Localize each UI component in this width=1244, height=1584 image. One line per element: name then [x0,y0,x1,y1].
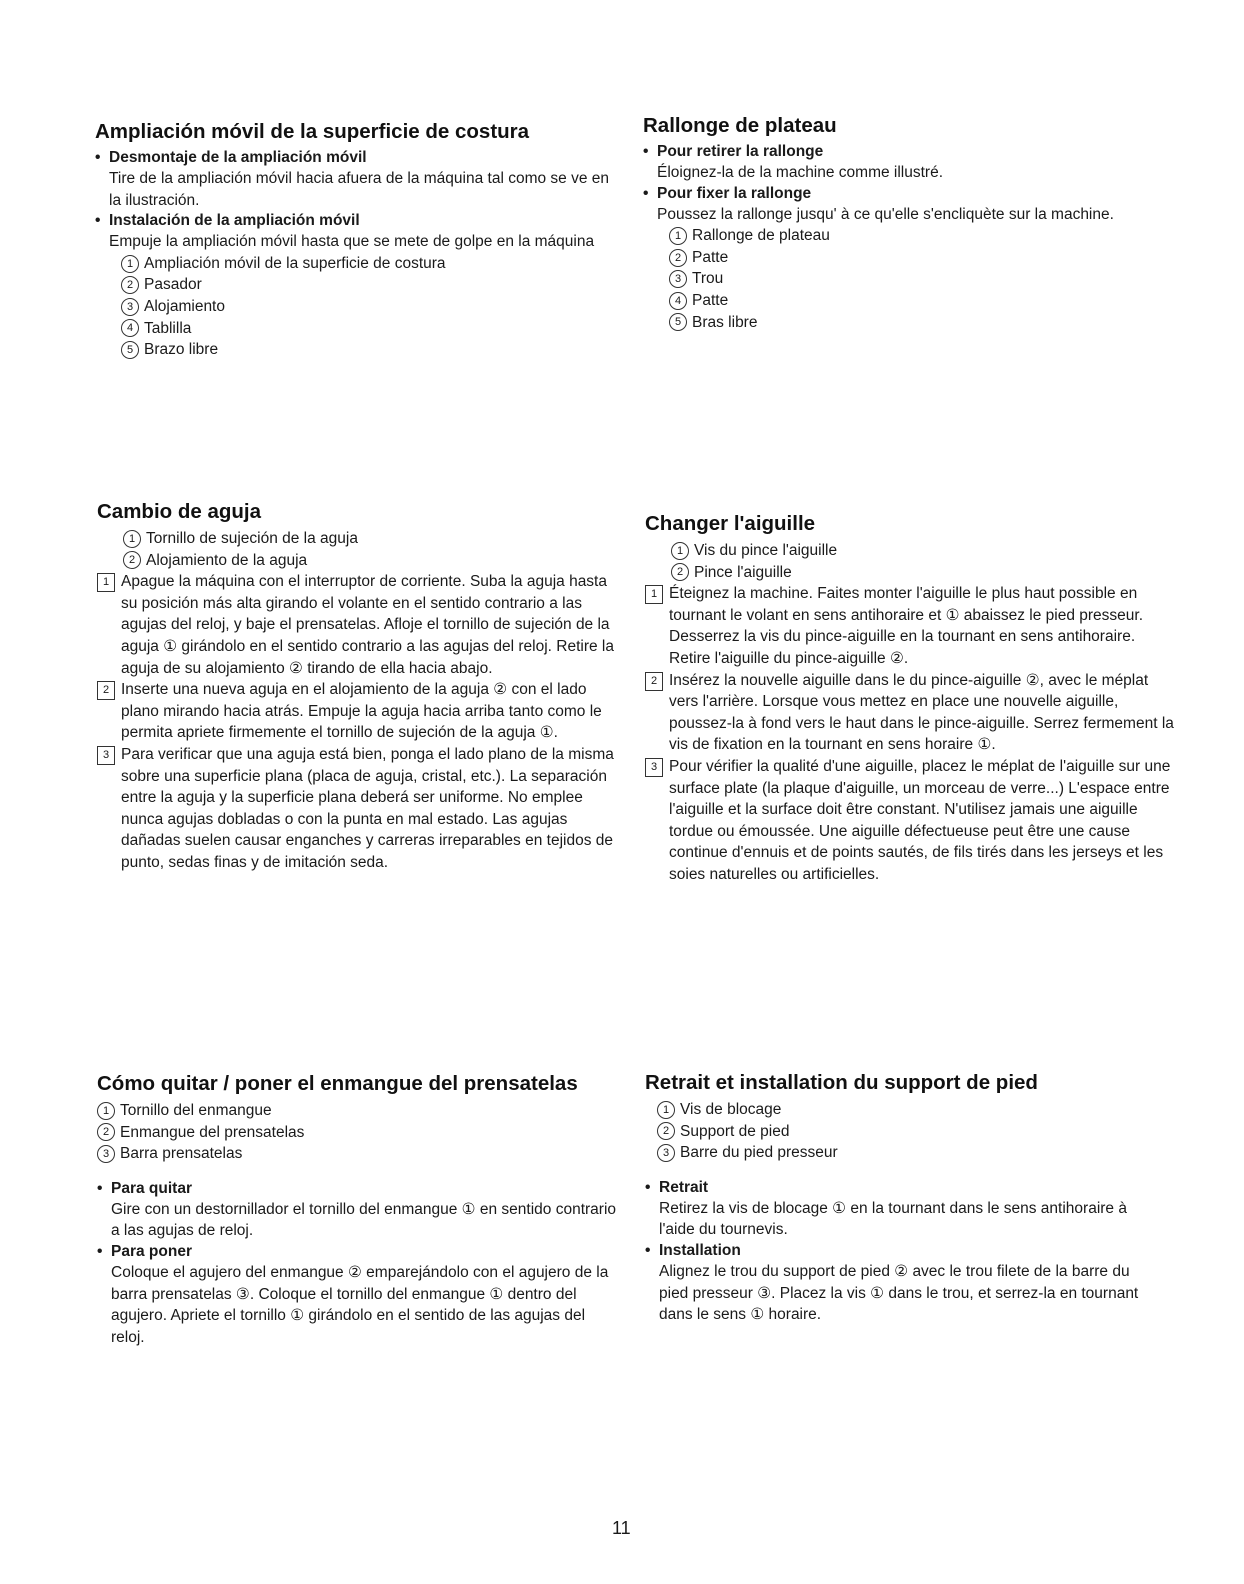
circled-number: 1 [657,1101,675,1119]
list-item: 4 Tablilla [95,318,620,340]
circled-number: 5 [121,341,139,359]
circled-number: 2 [121,276,139,294]
subheading-installation: • Installation [645,1241,1145,1261]
circled-number: 2 [123,551,141,569]
step-number-box: 3 [97,746,115,765]
section-cambio-aguja [97,500,622,874]
circled-number: 2 [669,249,687,267]
subheading-instalacion: • Instalación de la ampliación móvil [95,211,620,231]
paragraph-desmontaje: Tire de la ampliación móvil hacia afuera de la máquina tal como se ve en la ilustración. [109,170,609,209]
step-number-box: 1 [97,573,115,592]
circled-number: 2 [671,563,689,581]
section-ampliacion [95,120,620,361]
section-changer-aiguille [645,512,1175,886]
list-item: 2 Enmangue del prensatelas [97,1122,622,1144]
paragraph-retirer: Éloignez-la de la machine comme illustré. [657,164,944,181]
list-item: 3 Barre du pied presseur [645,1142,1145,1164]
step-3: 3 Pour vérifier la qualité d'une aiguille, placez le méplat de l'aiguille sur une surface plate (la plaque d'aiguille, un morceau de verre...) L'espace entre l'aiguille et la surface doit être constant. N'utilisez jamais une aiguille tordue ou émoussée. Une aiguille défectueuse peut être une cause continue d'ennuis et de points sautés, de fils tirés dans les jerseys et les soies naturelles ou artificielles. [645,756,1175,886]
section-heading: Rallonge de plateau [643,114,837,137]
step-2: 2 Inserte una nueva aguja en el alojamiento de la aguja ② con el lado plano mirando hacia atrás. Empuje la aguja hacia arriba tanto como le permita apriete firmemente el tornillo de sujeción de la aguja ①. [97,679,622,744]
paragraph-poner: Coloque el agujero del enmangue ② emparejándolo con el agujero de la barra prensatelas ③. Coloque el tornillo del enmangue ① dentro del agujero. Apriete el tornillo ① girándolo en el sentido de las agujas del reloj. [111,1263,609,1346]
spacer [645,1164,1145,1178]
section-heading: Retrait et installation du support de pied [645,1071,1038,1094]
step-1: 1 Apague la máquina con el interruptor de corriente. Suba la aguja hasta su posición más alta girando el volante en el sentido contrario a las agujas del reloj, y baje el prensatelas. Afloje el tornillo de sujeción de la aguja ① girándolo en el sentido contrario a las agujas del reloj. Retire la aguja de su alojamiento ② tirando de ella hacia abajo. [97,571,622,679]
list-item: 1 Rallonge de plateau [643,225,1123,247]
list-item: 3 Barra prensatelas [97,1143,622,1165]
circled-number: 5 [669,313,687,331]
section-heading: Cambio de aguja [97,500,262,523]
section-heading: Ampliación móvil de la superficie de costura [95,120,530,143]
section-heading: Changer l'aiguille [645,512,816,535]
subheading-fixer: • Pour fixer la rallonge [643,184,1123,204]
section-rallonge [643,114,1123,333]
circled-number: 4 [669,292,687,310]
list-item: 1 Vis de blocage [645,1099,1145,1121]
section-support-pied [645,1071,1145,1326]
subheading-poner: • Para poner [97,1242,622,1262]
list-item: 1 Vis du pince l'aiguille [645,540,1175,562]
paragraph-fixer: Poussez la rallonge jusqu' à ce qu'elle s'encliquète sur la machine. [657,205,1114,223]
list-item: 2 Pasador [95,274,620,296]
step-3: 3 Para verificar que una aguja está bien, ponga el lado plano de la misma sobre una superficie plana (placa de aguja, cristal, etc.). La separación entre la aguja y la superficie plana deberá ser uniforme. No emplee nunca agujas dobladas o con la punta en mal estado. Las agujas dañadas suelen causar enganches y carreras irreparables en tejidos de punto, sedas finas y de imitación seda. [97,744,622,874]
section-heading: Cómo quitar / poner el enmangue del prensatelas [97,1072,578,1095]
list-item: 2 Patte [643,247,1123,269]
list-item: 1 Ampliación móvil de la superficie de costura [95,253,620,275]
list-item: 2 Support de pied [645,1121,1145,1143]
circled-number: 2 [97,1123,115,1141]
circled-number: 2 [657,1122,675,1140]
spacer [97,1165,622,1179]
paragraph-retrait: Retirez la vis de blocage ① en la tournant dans le sens antihoraire à l'aide du tournevis. [659,1199,1127,1239]
list-item: 4 Patte [643,290,1123,312]
circled-number: 3 [121,298,139,316]
list-item: 5 Brazo libre [95,339,620,361]
subheading-quitar: • Para quitar [97,1179,622,1199]
list-item: 3 Trou [643,268,1123,290]
list-item: 2 Alojamiento de la aguja [97,550,622,572]
section-enmangue [97,1072,622,1348]
step-number-box: 1 [645,585,663,604]
list-item: 1 Tornillo de sujeción de la aguja [97,528,622,550]
circled-number: 3 [97,1145,115,1163]
circled-number: 1 [669,227,687,245]
subheading-retirer: • Pour retirer la rallonge [643,142,1123,162]
step-number-box: 2 [645,672,663,691]
step-1: 1 Éteignez la machine. Faites monter l'aiguille le plus haut possible en tournant le volant en sens antihoraire et ① abaissez le pied presseur. Desserrez la vis du pince-aiguille en la tournant en sens antihoraire. Retire l'aiguille du pince-aiguille ②. [645,583,1175,669]
list-item: 1 Tornillo del enmangue [97,1100,622,1122]
circled-number: 1 [121,255,139,273]
step-number-box: 2 [97,681,115,700]
list-item: 5 Bras libre [643,312,1123,334]
circled-number: 4 [121,319,139,337]
circled-number: 1 [123,530,141,548]
page-number: 11 [612,1518,631,1538]
step-2: 2 Insérez la nouvelle aiguille dans le du pince-aiguille ②, avec le méplat vers l'arrière. Lorsque vous mettez en place une nouvelle aiguille, poussez-la à fond vers le haut dans le pince-aiguille. Serrez fermement la vis de fixation en la tournant en sens horaire ①. [645,670,1175,756]
circled-number: 1 [671,542,689,560]
paragraph-quitar: Gire con un destornillador el tornillo del enmangue ① en sentido contrario a las agujas de reloj. [111,1200,617,1240]
paragraph-installation: Alignez le trou du support de pied ② avec le trou filete de la barre du pied presseur ③. Placez la vis ① dans le trou, et serrez-la en tournant dans le sens ① horaire. [659,1262,1139,1324]
subheading-retrait: • Retrait [645,1178,1145,1198]
circled-number: 3 [669,270,687,288]
circled-number: 1 [97,1102,115,1120]
subheading-desmontaje: • Desmontaje de la ampliación móvil [95,148,620,168]
list-item: 2 Pince l'aiguille [645,562,1175,584]
step-number-box: 3 [645,758,663,777]
circled-number: 3 [657,1144,675,1162]
list-item: 3 Alojamiento [95,296,620,318]
paragraph-instalacion: Empuje la ampliación móvil hasta que se mete de golpe en la máquina [109,233,595,251]
